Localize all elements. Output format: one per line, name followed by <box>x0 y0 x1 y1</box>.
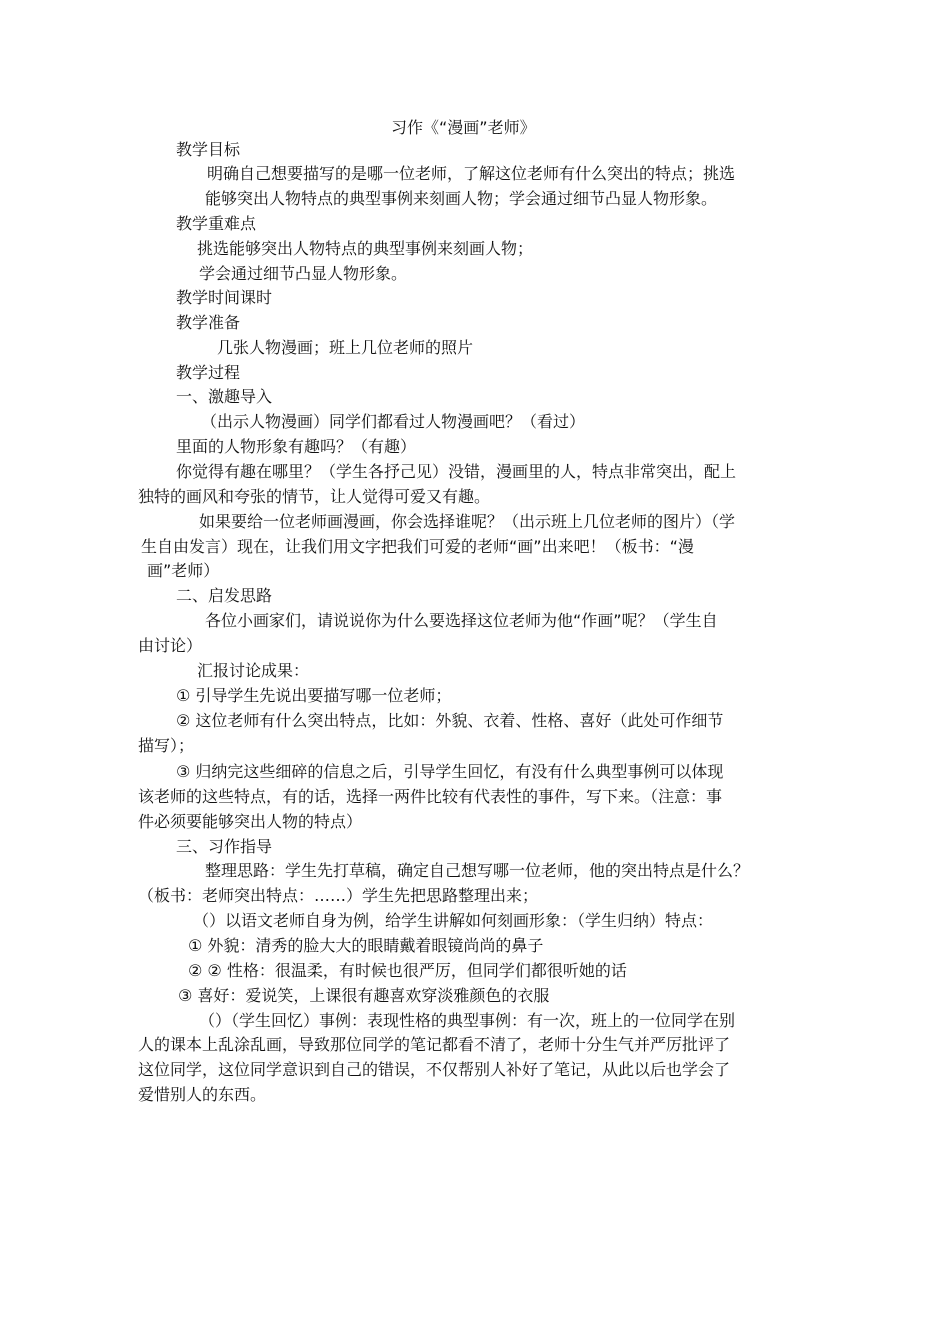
text-line: 描写）； <box>138 736 195 755</box>
text-line: （）（学生回忆）事例：表现性格的典型事例：有一次，班上的一位同学在别 <box>199 1011 736 1030</box>
text-line: 学会通过细节凸显人物形象。 <box>199 264 408 283</box>
list-item: ② ② 性格：很温柔，有时候也很严厉，但同学们都很听她的话 <box>188 961 627 980</box>
text-line: 爱惜别人的东西。 <box>138 1085 267 1104</box>
text-line: 几张人物漫画；班上几位老师的照片 <box>217 338 474 357</box>
text-line: 生自由发言）现在，让我们用文字把我们可爱的老师“画”出来吧！（板书：“漫 <box>141 537 694 556</box>
text-line: （）以语文老师自身为例，给学生讲解如何刻画形象：（学生归纳）特点： <box>193 911 714 930</box>
text-line: 明确自己想要描写的是哪一位老师，了解这位老师有什么突出的特点；挑选 <box>207 164 736 183</box>
text-line: 人的课本上乱涂乱画，导致那位同学的笔记都看不清了，老师十分生气并严厉批评了 <box>138 1035 731 1054</box>
heading-key-points: 教学重难点 <box>176 214 257 233</box>
text-line: 画”老师） <box>147 561 220 580</box>
list-item: ① 引导学生先说出要描写哪一位老师； <box>176 686 452 705</box>
text-line: 该老师的这些特点，有的话，选择一两件比较有代表性的事件，写下来。（注意：事 <box>138 787 723 806</box>
list-item: ① 外貌：清秀的脸大大的眼睛戴着眼镜尚尚的鼻子 <box>188 936 544 955</box>
list-item: ③ 喜好：爱说笑，上课很有趣喜欢穿淡雅颜色的衣服 <box>178 986 550 1005</box>
heading-preparation: 教学准备 <box>176 313 241 332</box>
text-line: 汇报讨论成果： <box>197 661 310 680</box>
text-line: 各位小画家们，请说说你为什么要选择这位老师为他“作画”呢？（学生自 <box>205 611 718 630</box>
text-line: 整理思路：学生先打草稿，确定自己想写哪一位老师，他的突出特点是什么？ <box>205 861 750 880</box>
text-line: 如果要给一位老师画漫画，你会选择谁呢？（出示班上几位老师的图片）（学 <box>199 512 736 531</box>
section-heading: 二、启发思路 <box>176 586 273 605</box>
text-line: （板书：老师突出特点：……）学生先把思路整理出来； <box>138 886 539 905</box>
heading-process: 教学过程 <box>176 363 241 382</box>
section-heading: 一、激趣导入 <box>176 387 273 406</box>
text-line: 这位同学，这位同学意识到自己的错误，不仅帮别人补好了笔记，从此以后也学会了 <box>138 1060 731 1079</box>
heading-objectives: 教学目标 <box>176 140 241 159</box>
text-line: 你觉得有趣在哪里？（学生各抒己见）没错，漫画里的人，特点非常突出，配上 <box>176 462 737 481</box>
document-title: 习作《“漫画”老师》 <box>391 118 536 137</box>
list-item: ② 这位老师有什么突出特点，比如：外貌、衣着、性格、喜好（此处可作细节 <box>176 711 724 730</box>
text-line: （出示人物漫画）同学们都看过人物漫画吧？（看过） <box>201 412 586 431</box>
text-line: 由讨论） <box>138 636 203 655</box>
text-line: 挑选能够突出人物特点的典型事例来刻画人物； <box>197 239 534 258</box>
text-line: 件必须要能够突出人物的特点） <box>138 812 363 831</box>
heading-time: 教学时间课时 <box>176 288 273 307</box>
list-item: ③ 归纳完这些细碎的信息之后，引导学生回忆，有没有什么典型事例可以体现 <box>176 762 724 781</box>
text-line: 能够突出人物特点的典型事例来刻画人物；学会通过细节凸显人物形象。 <box>205 189 718 208</box>
text-line: 独特的画风和夸张的情节，让人觉得可爱又有趣。 <box>138 487 491 506</box>
section-heading: 三、习作指导 <box>176 837 273 856</box>
text-line: 里面的人物形象有趣吗？（有趣） <box>176 437 417 456</box>
